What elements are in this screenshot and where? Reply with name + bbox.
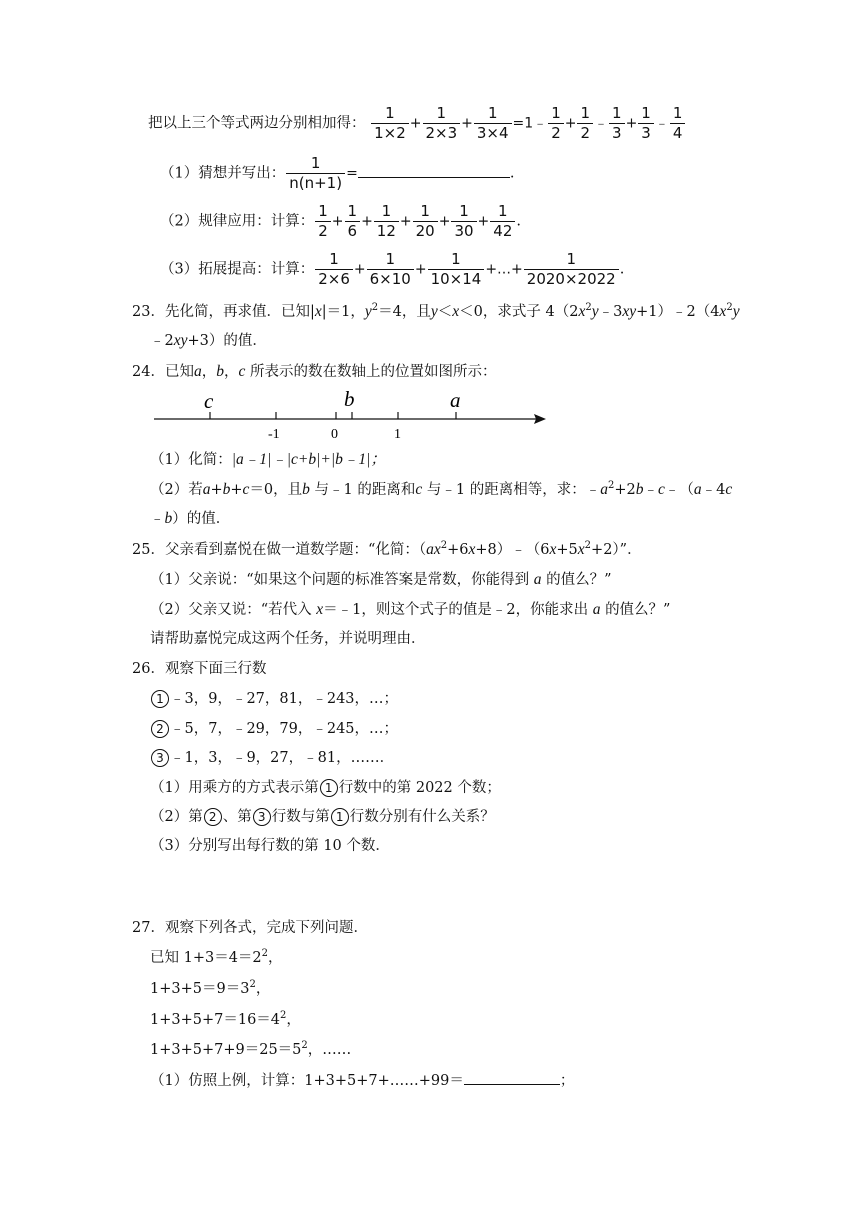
q22-part3: （3）拓展提高：计算： $\frac{1}{2\times 6}$ + $\frac{1}{6\times 10}$ + $\frac{1}{10\times 14}$ +…+ $\frac{1}{2020\times 2022}$ . xyxy=(160,250,625,288)
intro-lead: 把以上三个等式两边分别相加得： xyxy=(148,115,366,132)
fraction: $\frac{1}{6\times 10}$ xyxy=(367,250,414,289)
label-c: c xyxy=(204,389,214,413)
fraction: $\frac{1}{1\times 2}$ xyxy=(371,104,409,143)
circled-number: 1 xyxy=(151,690,169,708)
fraction: $\frac{1}{3\times 4}$ xyxy=(474,104,512,143)
q23-line1: 23．先化简，再求值．已知|x|＝1，$y^2=4$，且y＜x＜0，求式子 $4(2x^2y﹣3xy+1)﹣2(4x^2y$ xyxy=(132,302,740,320)
q24-part2-line2: ﹣b）的值． xyxy=(150,510,231,527)
fraction: $\frac{1}{4}$ xyxy=(670,104,686,143)
q27-part1: （1）仿照上例，计算：1+3+5+7+……+99＝ ； xyxy=(150,1073,575,1089)
q22-part2: （2）规律应用：计算： $\frac{1}{2}$ + $\frac{1}{6}$ + $\frac{1}{12}$ + $\frac{1}{20}$ + $\frac{1}{30}$ + $\frac{1}{42}$ . xyxy=(160,202,521,240)
q26-part1: （1）用乘方的方式表示第 1 行数中的第 2022 个数； xyxy=(150,780,501,796)
fraction: $\frac{1}{2020\times 2022}$ xyxy=(524,250,619,289)
circled-number: 3 xyxy=(151,749,169,767)
q27-line2: $1+3+5=9=3^2$， xyxy=(150,979,271,997)
label-b: b xyxy=(344,387,355,411)
label-neg1: -1 xyxy=(268,427,280,442)
q27-line4: $1+3+5+7+9=25=5^2$，…… xyxy=(150,1040,352,1058)
q25-title: 25．父亲看到嘉悦在做一道数学题：“化简：$(ax^2+6x+8)﹣(6x+5x^2+2)$”． xyxy=(132,540,642,558)
circled-number: 1 xyxy=(331,808,349,826)
q22-part1: （1）猜想并写出： $\frac{1}{n(n+1)}$ = . xyxy=(160,154,515,192)
fraction: $\frac{1}{10\times 14}$ xyxy=(428,250,485,289)
fraction: $\frac{1}{3}$ xyxy=(609,104,625,143)
fraction: $\frac{1}{12}$ xyxy=(374,202,399,241)
q26-part2: （2）第 2 、第 3 行数与第 1 行数分别有什么关系？ xyxy=(150,809,495,825)
circled-number: 3 xyxy=(253,808,271,826)
q26-row3: 3 ﹣1，3，﹣9，27，﹣81，……． xyxy=(150,748,394,768)
label-a: a xyxy=(450,388,461,412)
q27-title: 27．观察下列各式，完成下列问题． xyxy=(132,920,368,936)
fraction: $\frac{1}{2}$ xyxy=(548,104,564,143)
fraction: $\frac{1}{2}$ xyxy=(315,202,331,241)
fraction: $\frac{1}{2\times 3}$ xyxy=(423,104,461,143)
label-1: 1 xyxy=(394,427,401,442)
q27-line1: 已知 $1+3=4=2^2$， xyxy=(150,948,283,966)
label-0: 0 xyxy=(331,427,338,442)
fraction: $\frac{1}{42}$ xyxy=(490,202,515,241)
q25-part1: （1）父亲说：“如果这个问题的标准答案是常数，你能得到 a 的值么？” xyxy=(150,571,612,588)
q24-part1: （1）化简：|a﹣1|﹣|c+b|+|b﹣1|； xyxy=(150,451,386,468)
q26-part3: （3）分别写出每行数的第 10 个数． xyxy=(150,838,390,854)
q25-part3: 请帮助嘉悦完成这两个任务，并说明理由． xyxy=(150,631,426,647)
circled-number: 1 xyxy=(320,779,338,797)
number-line xyxy=(150,384,550,444)
circled-number: 2 xyxy=(151,720,169,738)
intro-line: 把以上三个等式两边分别相加得： $\frac{1}{1\times 2}$ + $\frac{1}{2\times 3}$ + $\frac{1}{3\times 4}$ =1﹣ $\frac{1}{2}$ + $\frac{1}{2}$ ﹣ $\frac{1}{3}$ + $\frac{1}{3}$ ﹣ $\frac{1}{4}$ xyxy=(148,104,686,143)
fraction: $\frac{1}{n(n+1)}$ xyxy=(286,154,345,193)
answer-blank[interactable] xyxy=(358,164,510,178)
answer-blank[interactable] xyxy=(464,1071,560,1085)
q26-row2: 2 ﹣5，7，﹣29，79，﹣245，…； xyxy=(150,719,398,739)
fraction: $\frac{1}{30}$ xyxy=(451,202,476,241)
q24-part2: （2）若a+b+c＝0，且b 与﹣1 的距离和c 与﹣1 的距离相等，求：$﹣a^2+2b﹣c﹣(a﹣4c$ xyxy=(150,480,733,498)
circled-number: 2 xyxy=(204,808,222,826)
fraction: $\frac{1}{3}$ xyxy=(638,104,654,143)
q23-line2: ﹣2xy+3）的值． xyxy=(150,332,267,349)
fraction: $\frac{1}{2\times 6}$ xyxy=(315,250,353,289)
q24-title: 24．已知a，b，c 所表示的数在数轴上的位置如图所示： xyxy=(132,363,497,380)
q26-title: 26．观察下面三行数 xyxy=(132,661,267,677)
fraction: $\frac{1}{2}$ xyxy=(577,104,593,143)
q26-row1: 1 ﹣3，9，﹣27，81，﹣243，…； xyxy=(150,689,398,709)
fraction: $\frac{1}{20}$ xyxy=(413,202,438,241)
q27-line3: $1+3+5+7=16=4^2$， xyxy=(150,1010,301,1028)
fraction: $\frac{1}{6}$ xyxy=(345,202,361,241)
q25-part2: （2）父亲又说：“若代入 x＝﹣1，则这个式子的值是﹣2，你能求出 a 的值么？” xyxy=(150,601,671,618)
